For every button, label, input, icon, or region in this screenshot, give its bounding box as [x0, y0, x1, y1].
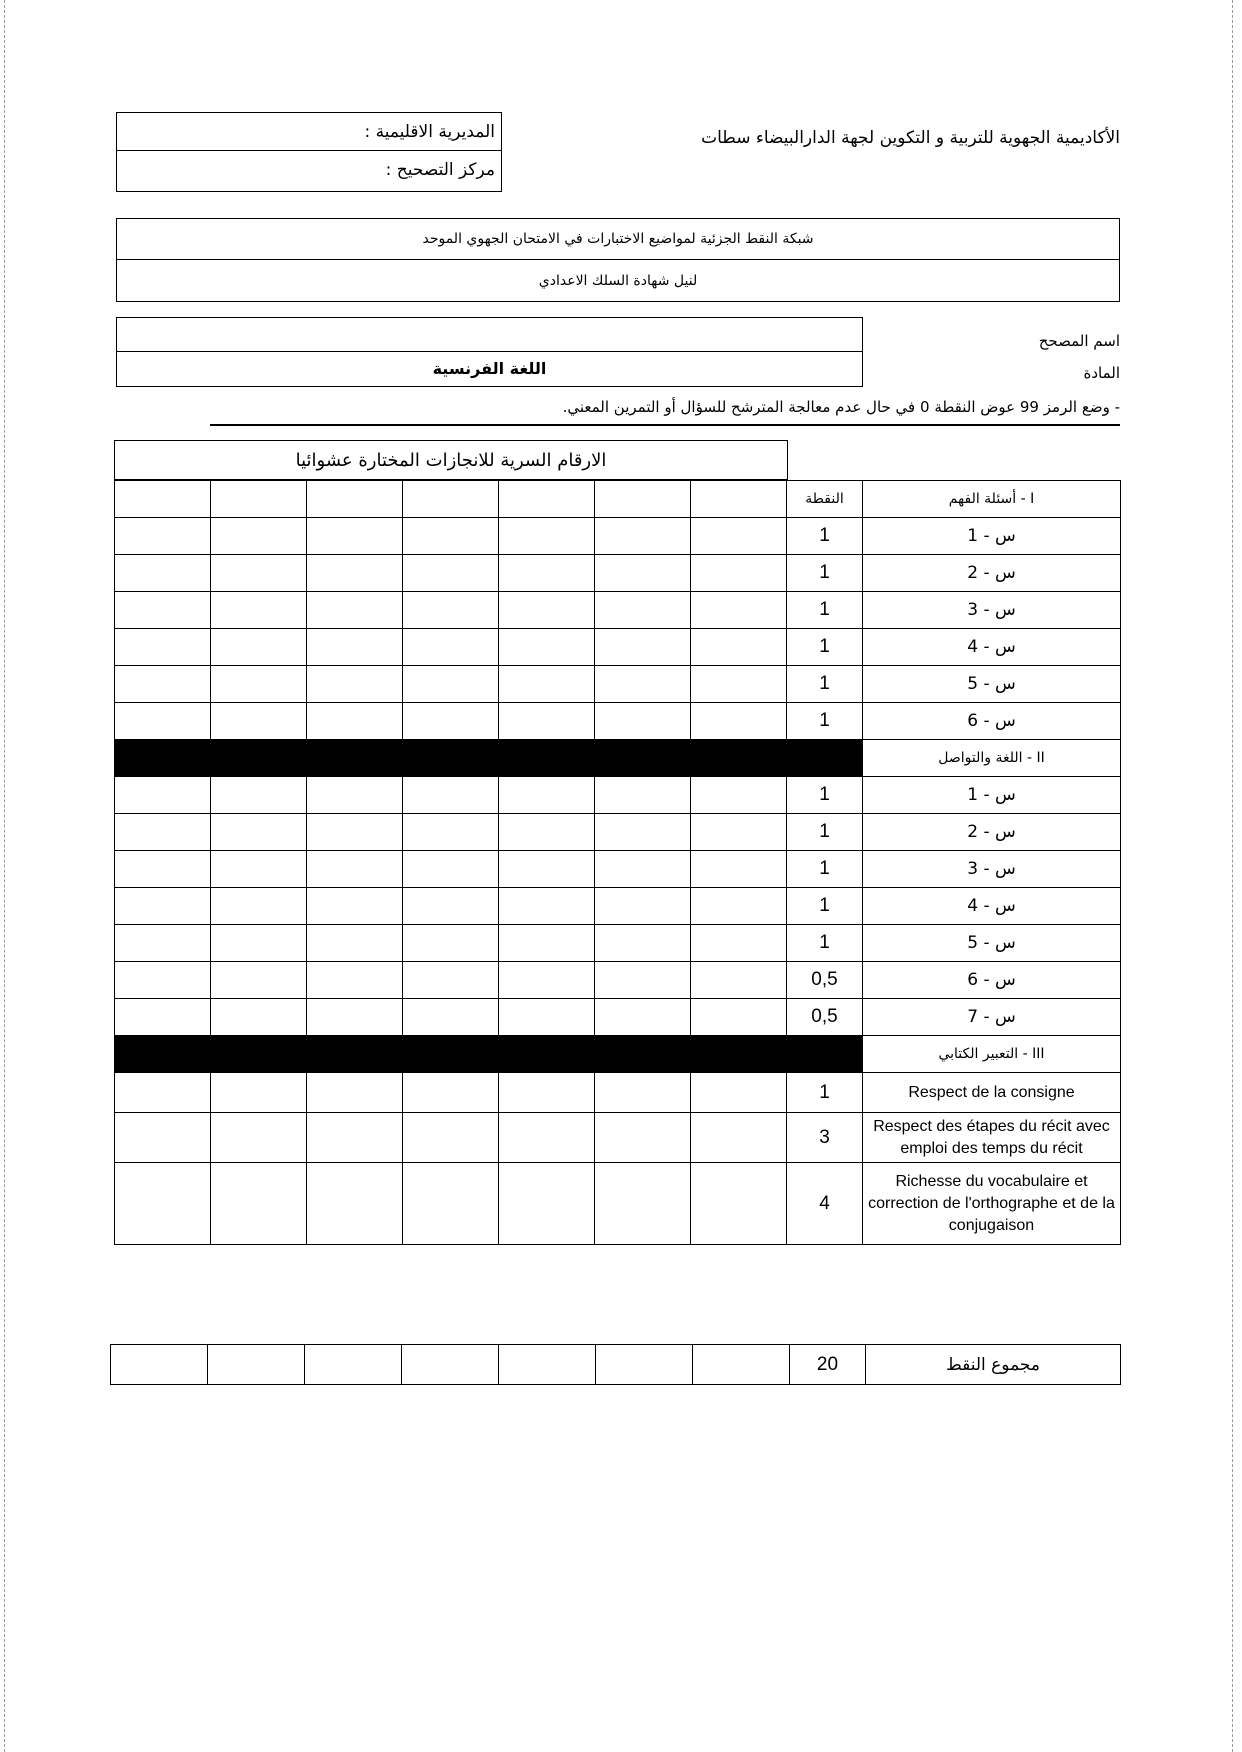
code-entry-cell[interactable]	[691, 592, 787, 629]
corrector-name-label: اسم المصحح	[1038, 332, 1120, 350]
code-entry-cell[interactable]	[115, 851, 211, 888]
code-entry-cell[interactable]	[499, 814, 595, 851]
code-entry-cell[interactable]	[115, 703, 211, 740]
code-entry-cell[interactable]	[307, 814, 403, 851]
code-entry-cell[interactable]	[691, 851, 787, 888]
code-entry-cell[interactable]	[307, 962, 403, 999]
code-header-cell	[211, 481, 307, 518]
total-code-cell[interactable]	[596, 1345, 693, 1385]
code-entry-cell[interactable]	[211, 666, 307, 703]
question-row	[115, 962, 1121, 999]
question-label: س - 3	[863, 592, 1121, 629]
question-label: Respect de la consigne	[863, 1073, 1121, 1113]
code-entry-cell[interactable]	[595, 1073, 691, 1113]
subject-label: المادة	[1083, 364, 1120, 382]
code-entry-cell[interactable]	[595, 1113, 691, 1163]
code-entry-cell[interactable]	[499, 1113, 595, 1163]
code-entry-cell[interactable]	[499, 851, 595, 888]
code-entry-cell[interactable]	[211, 629, 307, 666]
code-entry-cell[interactable]	[307, 666, 403, 703]
question-points: 4	[787, 1163, 863, 1245]
section-divider-row	[115, 740, 1121, 777]
total-table	[110, 1344, 1121, 1385]
question-points: 1	[787, 629, 863, 666]
code-entry-cell[interactable]	[307, 629, 403, 666]
code-entry-cell[interactable]	[499, 703, 595, 740]
question-points: 1	[787, 851, 863, 888]
corrector-name-field	[117, 318, 862, 352]
question-points: 1	[787, 814, 863, 851]
question-row	[115, 888, 1121, 925]
section-title: II - اللغة والتواصل	[863, 740, 1121, 777]
code-entry-cell[interactable]	[499, 888, 595, 925]
instruction-note: - وضع الرمز 99 عوض النقطة 0 في حال عدم معالجة المترشح للسؤال أو التمرين المعني.	[562, 398, 1120, 416]
code-entry-cell[interactable]	[115, 1073, 211, 1113]
total-code-cell[interactable]	[499, 1345, 596, 1385]
code-entry-cell[interactable]	[403, 1163, 499, 1245]
code-entry-cell[interactable]	[691, 703, 787, 740]
total-code-cell[interactable]	[208, 1345, 305, 1385]
code-entry-cell[interactable]	[115, 814, 211, 851]
code-entry-cell[interactable]	[211, 962, 307, 999]
code-entry-cell[interactable]	[115, 1163, 211, 1245]
code-entry-cell[interactable]	[691, 888, 787, 925]
code-entry-cell[interactable]	[595, 777, 691, 814]
code-entry-cell[interactable]	[307, 888, 403, 925]
question-row	[115, 925, 1121, 962]
question-points: 1	[787, 925, 863, 962]
code-entry-cell[interactable]	[211, 1113, 307, 1163]
question-row	[115, 851, 1121, 888]
question-row	[115, 666, 1121, 703]
subject-value: اللغة الفرنسية	[432, 359, 547, 378]
question-row	[115, 592, 1121, 629]
code-entry-cell[interactable]	[211, 777, 307, 814]
code-entry-cell[interactable]	[211, 555, 307, 592]
code-entry-cell[interactable]	[403, 703, 499, 740]
question-points: 0,5	[787, 999, 863, 1036]
code-entry-cell[interactable]	[115, 555, 211, 592]
code-entry-cell[interactable]	[499, 962, 595, 999]
code-entry-cell[interactable]	[211, 925, 307, 962]
question-points: 1	[787, 592, 863, 629]
question-row	[115, 1073, 1121, 1113]
code-entry-cell[interactable]	[115, 1113, 211, 1163]
question-points: 1	[787, 666, 863, 703]
code-entry-cell[interactable]	[115, 666, 211, 703]
question-row	[115, 518, 1121, 555]
question-row	[115, 629, 1121, 666]
code-entry-cell[interactable]	[403, 592, 499, 629]
code-entry-cell[interactable]	[307, 555, 403, 592]
code-entry-cell[interactable]	[595, 592, 691, 629]
question-label: س - 1	[863, 518, 1121, 555]
question-label: Respect des étapes du récit avec emploi des temps du récit	[863, 1113, 1121, 1163]
code-entry-cell[interactable]	[499, 777, 595, 814]
academy-title: الأكاديمية الجهوية للتربية و التكوين لجهة الدارالبيضاء سطات	[701, 128, 1120, 148]
question-points: 1	[787, 1073, 863, 1113]
code-entry-cell[interactable]	[115, 925, 211, 962]
code-entry-cell[interactable]	[691, 999, 787, 1036]
section-divider-row	[115, 1036, 1121, 1073]
total-label: مجموع النقط	[866, 1345, 1121, 1385]
code-entry-cell[interactable]	[115, 888, 211, 925]
code-entry-cell[interactable]	[499, 1163, 595, 1245]
code-entry-cell[interactable]	[307, 518, 403, 555]
question-label: Richesse du vocabulaire et correction de l'orthographe et de la conjugaison	[863, 1163, 1121, 1245]
code-entry-cell[interactable]	[403, 1113, 499, 1163]
code-entry-cell[interactable]	[691, 962, 787, 999]
code-entry-cell[interactable]	[403, 814, 499, 851]
section-title: III - التعبير الكتابي	[863, 1036, 1121, 1073]
code-entry-cell[interactable]	[115, 777, 211, 814]
question-points: 0,5	[787, 962, 863, 999]
code-entry-cell[interactable]	[595, 888, 691, 925]
points-header: النقطة	[787, 481, 863, 518]
code-entry-cell[interactable]	[691, 666, 787, 703]
code-entry-cell[interactable]	[403, 888, 499, 925]
code-entry-cell[interactable]	[307, 703, 403, 740]
corrector-box	[116, 317, 863, 387]
total-points: 20	[790, 1345, 866, 1385]
code-entry-cell[interactable]	[211, 518, 307, 555]
code-entry-cell[interactable]	[499, 925, 595, 962]
code-entry-cell[interactable]	[115, 962, 211, 999]
code-entry-cell[interactable]	[595, 814, 691, 851]
question-row	[115, 777, 1121, 814]
question-label: س - 4	[863, 888, 1121, 925]
question-points: 1	[787, 777, 863, 814]
code-entry-cell[interactable]	[403, 962, 499, 999]
question-label: س - 4	[863, 629, 1121, 666]
question-points: 1	[787, 518, 863, 555]
code-entry-cell[interactable]	[307, 1163, 403, 1245]
code-entry-cell[interactable]	[307, 1073, 403, 1113]
code-header-cell	[307, 481, 403, 518]
question-row	[115, 999, 1121, 1036]
total-row	[111, 1345, 1121, 1385]
code-entry-cell[interactable]	[595, 666, 691, 703]
code-header-cell	[595, 481, 691, 518]
code-entry-cell[interactable]	[115, 592, 211, 629]
code-entry-cell[interactable]	[499, 1073, 595, 1113]
code-entry-cell[interactable]	[499, 518, 595, 555]
scan-edge-left	[4, 0, 5, 1752]
code-entry-cell[interactable]	[307, 851, 403, 888]
title-line-1: شبكة النقط الجزئية لمواضيع الاختبارات في الامتحان الجهوي الموحد	[117, 219, 1119, 260]
total-code-cell[interactable]	[305, 1345, 402, 1385]
question-label: س - 2	[863, 555, 1121, 592]
code-header-cell	[403, 481, 499, 518]
code-entry-cell[interactable]	[211, 592, 307, 629]
codes-header: الارقام السرية للانجازات المختارة عشوائيا	[114, 440, 788, 480]
question-row	[115, 555, 1121, 592]
code-entry-cell[interactable]	[691, 555, 787, 592]
code-entry-cell[interactable]	[691, 814, 787, 851]
question-points: 1	[787, 703, 863, 740]
question-row	[115, 1163, 1121, 1245]
directorate-box	[116, 112, 502, 192]
code-entry-cell[interactable]	[691, 629, 787, 666]
code-entry-cell[interactable]	[691, 925, 787, 962]
total-code-cell[interactable]	[402, 1345, 499, 1385]
title-box	[116, 218, 1120, 302]
section-separator-bar	[115, 740, 863, 777]
code-entry-cell[interactable]	[403, 851, 499, 888]
code-entry-cell[interactable]	[403, 777, 499, 814]
question-row	[115, 1113, 1121, 1163]
code-entry-cell[interactable]	[403, 1073, 499, 1113]
question-points: 1	[787, 555, 863, 592]
section-separator-bar	[115, 1036, 863, 1073]
code-entry-cell[interactable]	[595, 518, 691, 555]
code-entry-cell[interactable]	[307, 777, 403, 814]
code-entry-cell[interactable]	[595, 555, 691, 592]
code-entry-cell[interactable]	[211, 888, 307, 925]
question-label: س - 1	[863, 777, 1121, 814]
code-entry-cell[interactable]	[307, 999, 403, 1036]
question-row	[115, 703, 1121, 740]
code-entry-cell[interactable]	[595, 925, 691, 962]
question-row	[115, 814, 1121, 851]
code-entry-cell[interactable]	[211, 703, 307, 740]
code-entry-cell[interactable]	[499, 666, 595, 703]
code-entry-cell[interactable]	[691, 777, 787, 814]
question-points: 3	[787, 1113, 863, 1163]
code-entry-cell[interactable]	[595, 629, 691, 666]
code-entry-cell[interactable]	[115, 999, 211, 1036]
code-entry-cell[interactable]	[499, 592, 595, 629]
code-entry-cell[interactable]	[211, 1073, 307, 1113]
code-entry-cell[interactable]	[691, 518, 787, 555]
code-entry-cell[interactable]	[403, 629, 499, 666]
question-label: س - 5	[863, 925, 1121, 962]
code-entry-cell[interactable]	[307, 592, 403, 629]
code-entry-cell[interactable]	[691, 1073, 787, 1113]
code-entry-cell[interactable]	[307, 1113, 403, 1163]
code-entry-cell[interactable]	[115, 629, 211, 666]
code-entry-cell[interactable]	[403, 925, 499, 962]
code-entry-cell[interactable]	[499, 555, 595, 592]
instruction-underline	[210, 424, 1120, 426]
code-header-cell	[499, 481, 595, 518]
scan-edge-right	[1232, 0, 1233, 1752]
code-entry-cell[interactable]	[307, 925, 403, 962]
grading-grid	[114, 480, 1121, 1245]
code-entry-cell[interactable]	[403, 555, 499, 592]
code-entry-cell[interactable]	[499, 999, 595, 1036]
code-entry-cell[interactable]	[115, 518, 211, 555]
code-entry-cell[interactable]	[211, 851, 307, 888]
section-title: I - أسئلة الفهم	[863, 481, 1121, 518]
code-entry-cell[interactable]	[595, 851, 691, 888]
question-points: 1	[787, 888, 863, 925]
code-entry-cell[interactable]	[403, 518, 499, 555]
code-entry-cell[interactable]	[499, 629, 595, 666]
code-entry-cell[interactable]	[595, 1163, 691, 1245]
total-code-cell[interactable]	[111, 1345, 208, 1385]
code-entry-cell[interactable]	[691, 1113, 787, 1163]
title-line-2: لنيل شهادة السلك الاعدادي	[538, 272, 698, 289]
code-entry-cell[interactable]	[595, 703, 691, 740]
code-entry-cell[interactable]	[211, 999, 307, 1036]
code-entry-cell[interactable]	[403, 999, 499, 1036]
code-entry-cell[interactable]	[403, 666, 499, 703]
question-label: س - 2	[863, 814, 1121, 851]
code-header-cell	[691, 481, 787, 518]
code-entry-cell[interactable]	[211, 814, 307, 851]
question-label: س - 6	[863, 962, 1121, 999]
total-code-cell[interactable]	[693, 1345, 790, 1385]
code-entry-cell[interactable]	[691, 1163, 787, 1245]
code-entry-cell[interactable]	[211, 1163, 307, 1245]
center-label: مركز التصحيح :	[385, 160, 495, 180]
directorate-label: المديرية الاقليمية :	[117, 113, 501, 151]
code-entry-cell[interactable]	[595, 962, 691, 999]
question-label: س - 5	[863, 666, 1121, 703]
code-entry-cell[interactable]	[595, 999, 691, 1036]
section-header-row	[115, 481, 1121, 518]
question-label: س - 7	[863, 999, 1121, 1036]
question-label: س - 3	[863, 851, 1121, 888]
question-label: س - 6	[863, 703, 1121, 740]
code-header-cell	[115, 481, 211, 518]
